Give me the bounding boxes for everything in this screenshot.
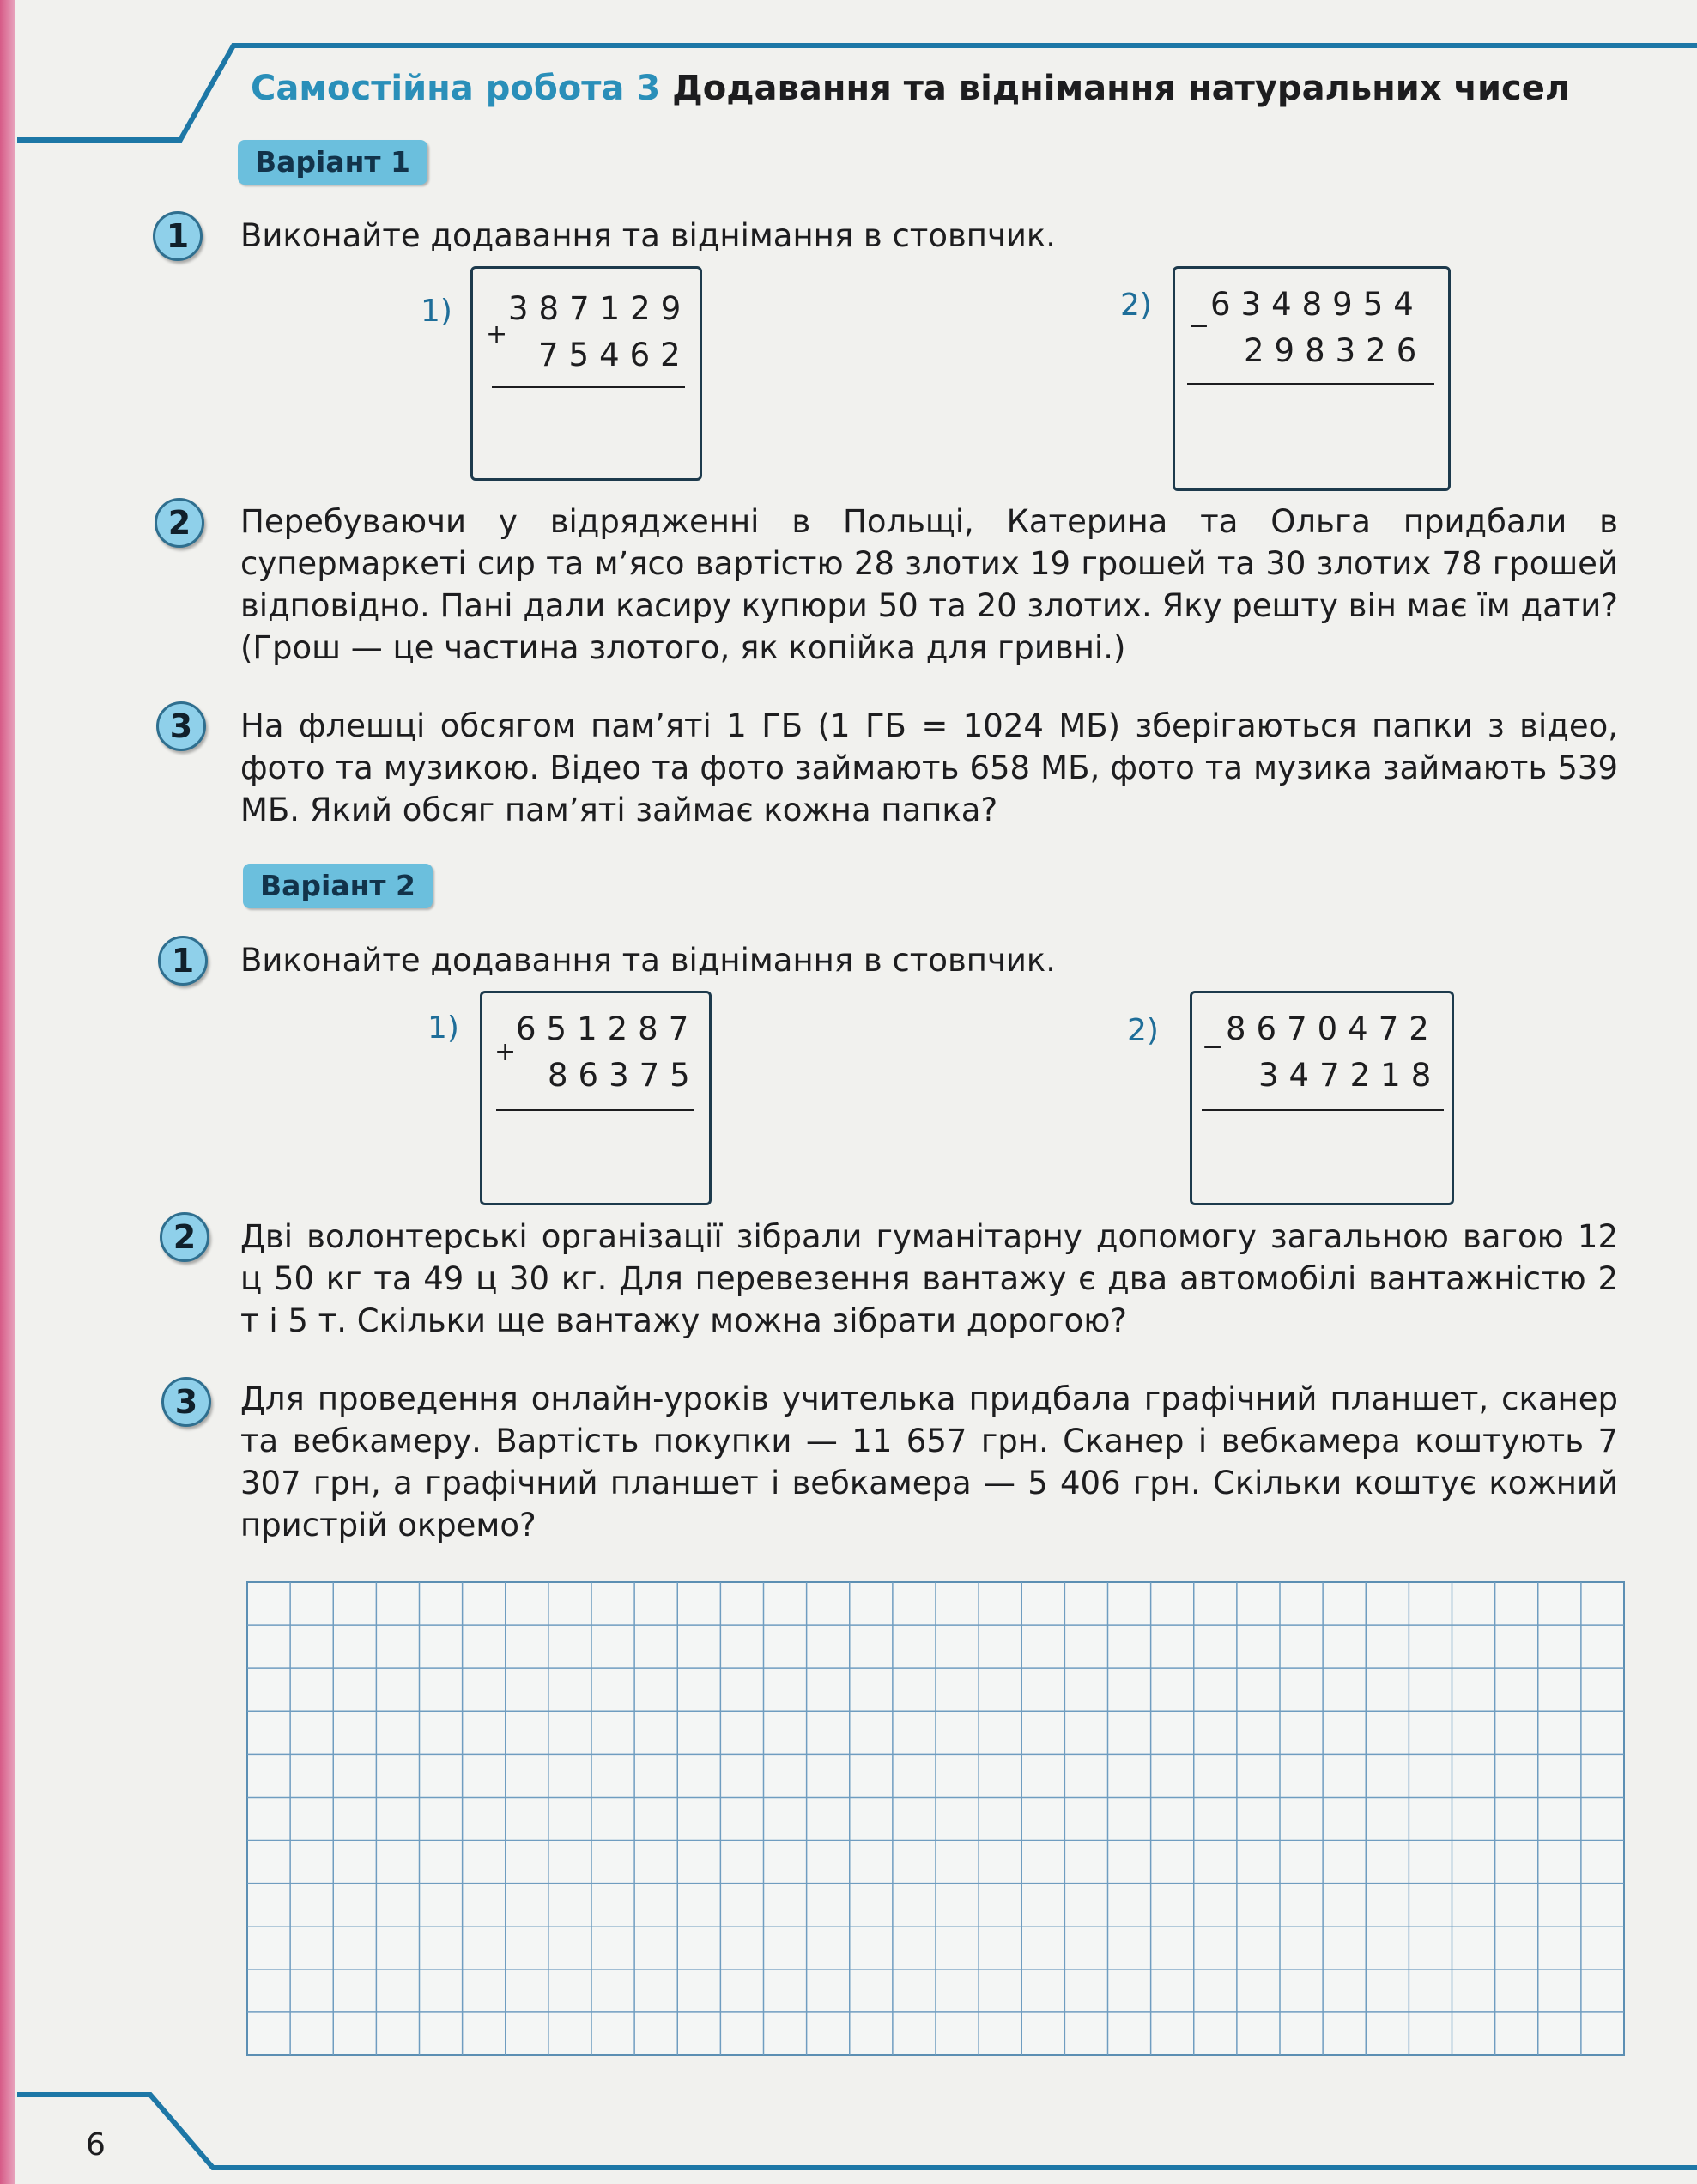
v2-column-1-top: 651287 [516, 1010, 700, 1047]
v1-task-3-number: 3 [156, 701, 206, 751]
page-number: 6 [86, 2127, 106, 2163]
v2-task-1-text: Виконайте додавання та віднімання в стовпчик. [240, 942, 1056, 979]
v1-task-1-text: Виконайте додавання та віднімання в стовпчик. [240, 217, 1056, 254]
answer-grid[interactable] [247, 1582, 1624, 2055]
v1-task-2-text: Перебуваючи у відрядженні в Польщі, Катерина та Ольга придбали в супермаркеті сир та м’ясо вартістю 28 злотих 19 грошей та 30 злотих 78 грошей відповідно. Пані дали касиру купюри 50 та 20 злотих. Яку решту він має їм дати? (Грош — це частина злотого, як копійка для гривні.) [240, 503, 1618, 666]
v2-column-2-top: 8670472 [1226, 1010, 1439, 1047]
v1-column-1-top: 387129 [508, 290, 692, 327]
v1-column-1-sign: + [486, 319, 508, 349]
page-title [251, 69, 1570, 108]
v2-column-2-label: 2) [1127, 1013, 1159, 1048]
v2-task-2-number: 2 [160, 1212, 209, 1262]
v1-column-1-bottom: 75462 [538, 337, 691, 373]
v1-column-2-bottom: 298326 [1244, 332, 1427, 369]
variant-1-badge: Варіант 1 [238, 140, 427, 185]
v1-column-2-underline [1187, 383, 1434, 385]
v1-column-2-top: 6348954 [1210, 286, 1424, 323]
v1-task-1-number: 1 [153, 211, 203, 261]
v2-column-2-bottom: 347218 [1258, 1057, 1442, 1094]
v1-column-2-sign: − [1188, 311, 1210, 341]
v2-column-1-underline [496, 1109, 694, 1111]
v2-task-3-text: Для проведення онлайн-уроків учителька придбала графічний планшет, сканер та вебкамеру. Вартість покупки — 11 657 грн. Сканер і вебкамера коштують 7 307 грн, а графічний планшет і вебкамера — 5 406 грн. Скільки коштує кожний пристрій окремо? [240, 1380, 1618, 1544]
v2-task-1-number: 1 [158, 936, 208, 986]
v1-task-2-number: 2 [155, 498, 204, 548]
v2-column-1-sign: + [494, 1037, 517, 1067]
v1-column-1-label: 1) [421, 294, 452, 329]
v1-column-2-label: 2) [1120, 288, 1152, 323]
v1-task-3-text: На флешці обсягом пам’яті 1 ГБ (1 ГБ = 1024 МБ) зберігаються папки з відео, фото та музикою. Відео та фото займають 658 МБ, фото та музика займають 539 МБ. Який обсяг пам’яті займає кожна папка? [240, 707, 1618, 828]
work-label: Самостійна робота 3 [251, 69, 661, 108]
v2-column-1-label: 1) [427, 1010, 459, 1046]
footer-frame-line [17, 2095, 1697, 2168]
v2-task-3-number: 3 [161, 1377, 211, 1427]
v2-column-1-bottom: 86375 [548, 1057, 700, 1094]
v2-column-2-sign: − [1202, 1032, 1224, 1062]
work-title: Додавання та віднімання натуральних чисел [672, 69, 1571, 108]
variant-2-badge: Варіант 2 [243, 864, 433, 908]
v2-column-2-underline [1202, 1109, 1444, 1111]
v1-column-1-underline [492, 386, 685, 388]
v2-task-2-text: Дві волонтерські організації зібрали гуманітарну допомогу загальною вагою 12 ц 50 кг та 49 ц 30 кг. Для перевезення вантажу є два автомобілі вантажністю 2 т і 5 т. Скільки ще вантажу можна зібрати дорогою? [240, 1218, 1618, 1339]
